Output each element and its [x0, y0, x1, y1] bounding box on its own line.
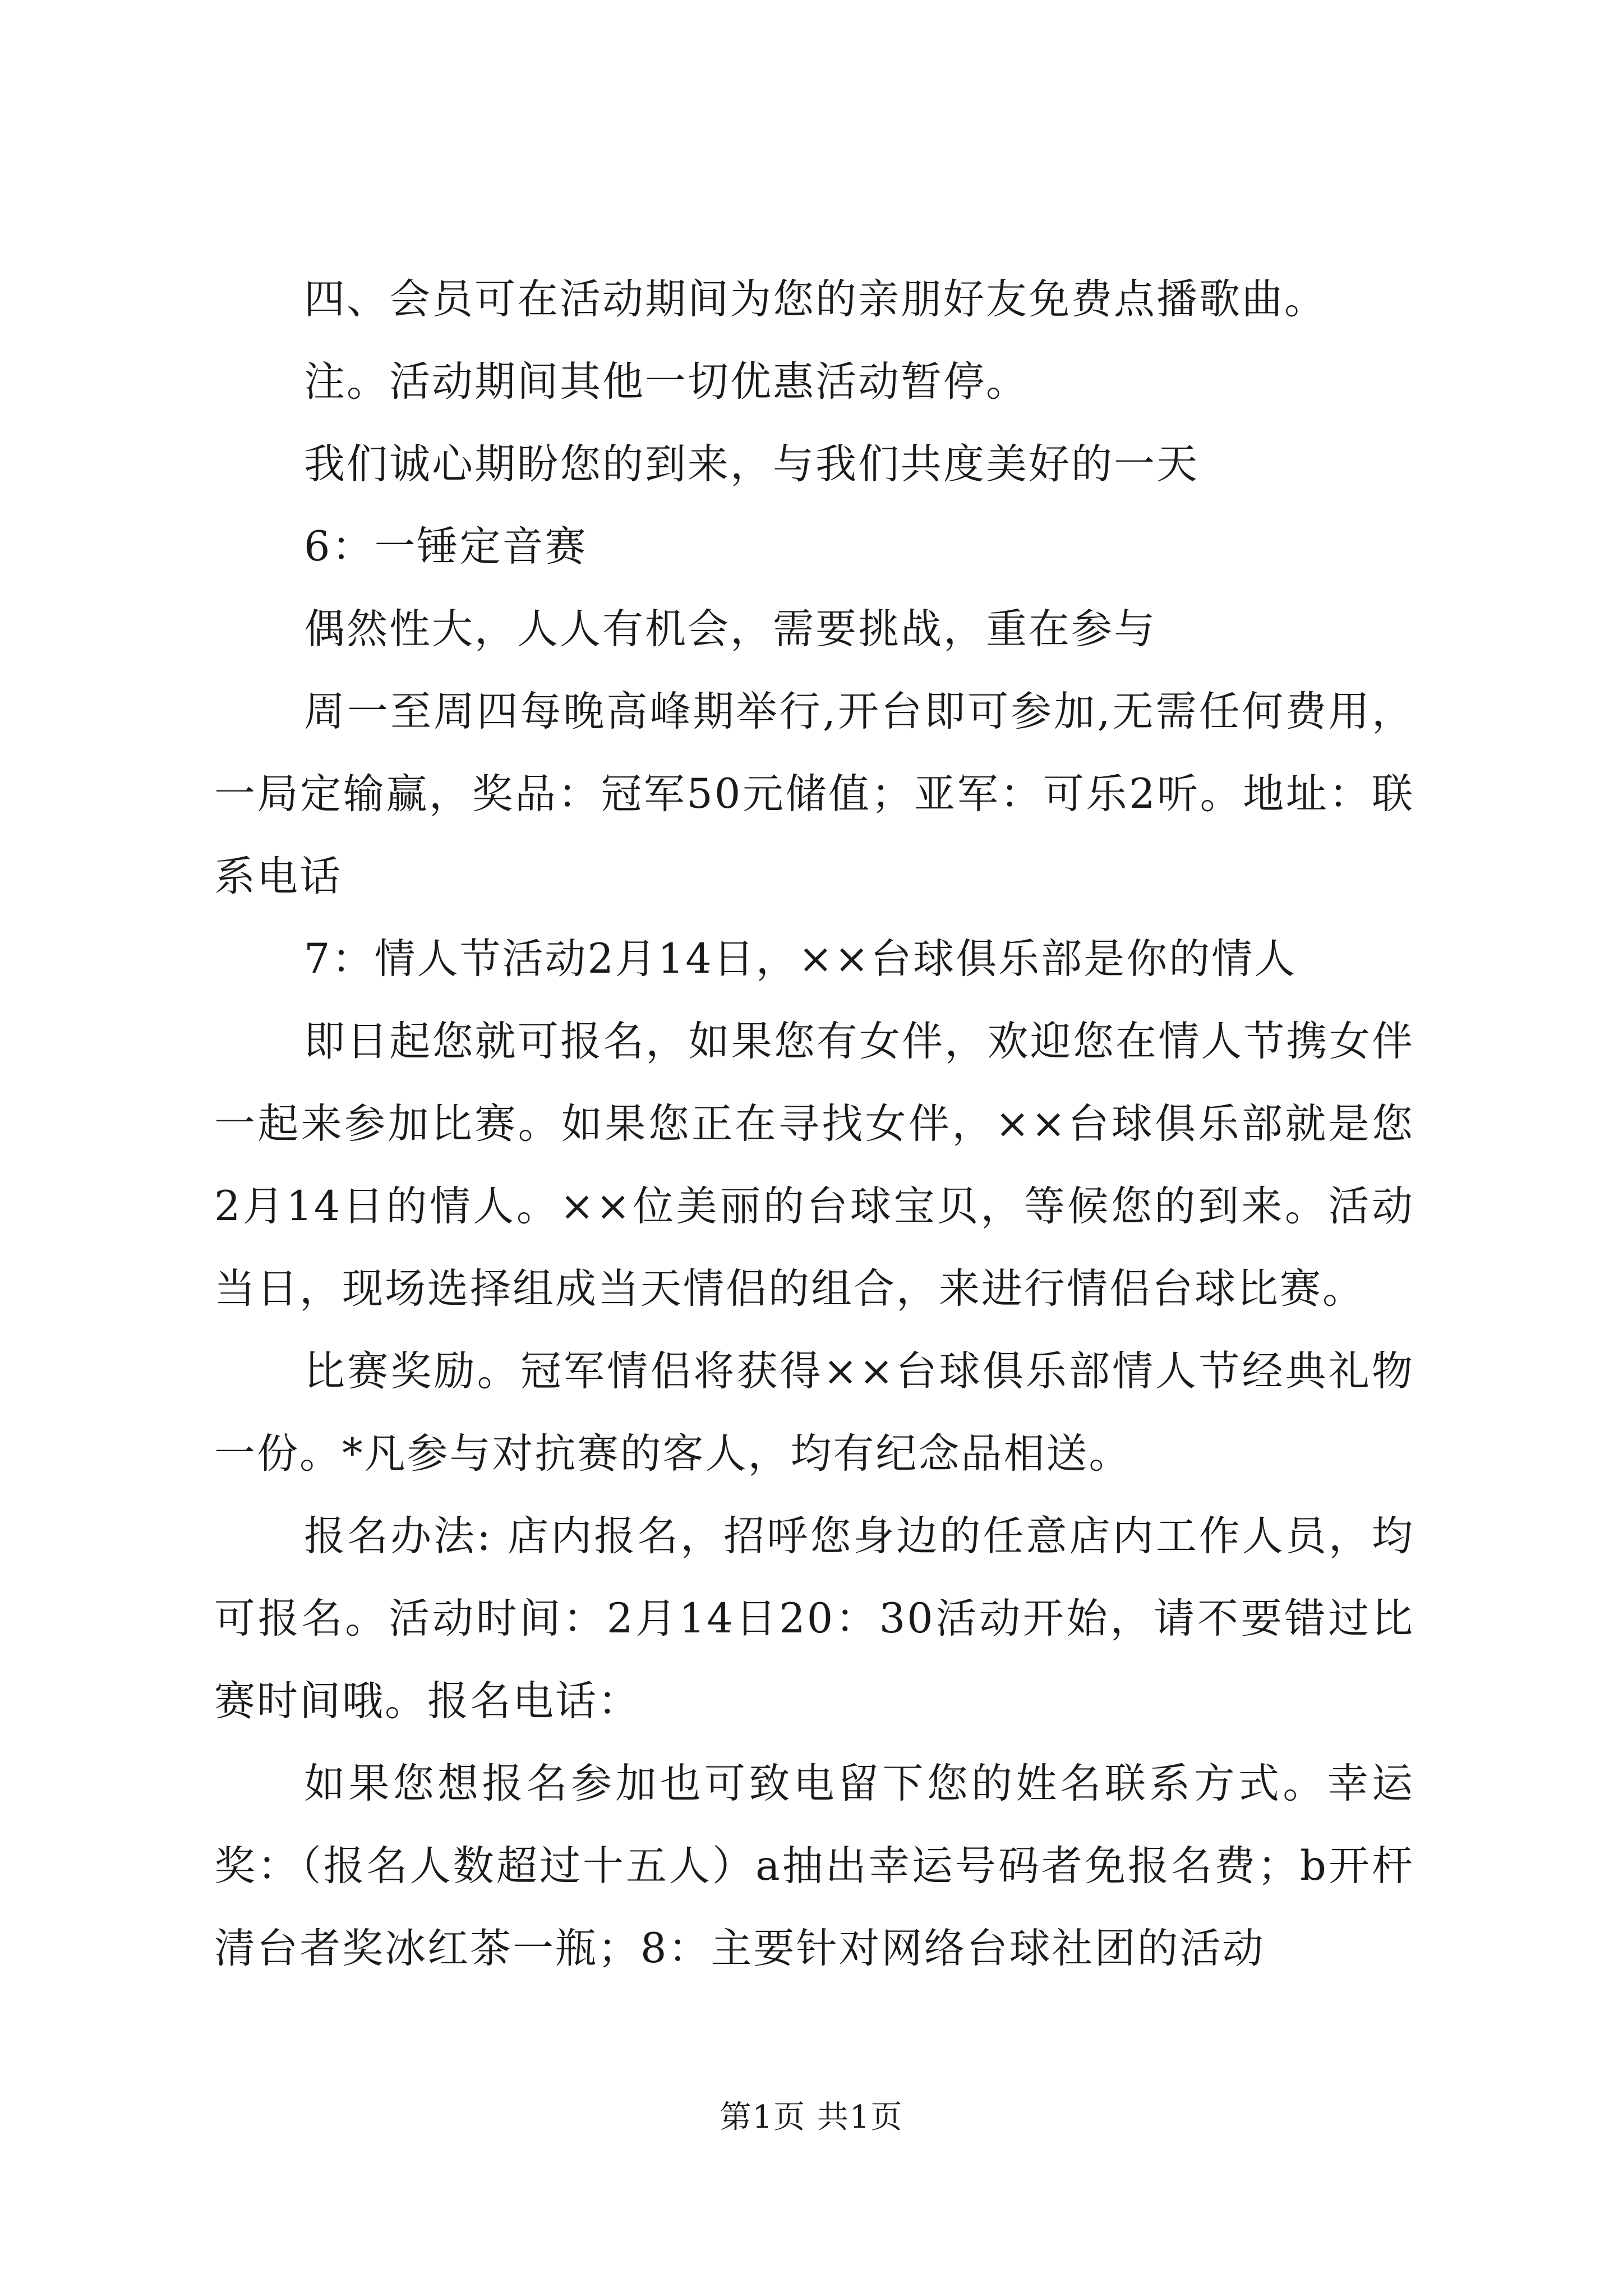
paragraph-event-6-details: 周一至周四每晚高峰期举行,开台即可参加,无需任何费用，一局定输赢，奖品：冠军50元储值；亚军：可乐2听。地址：联系电话: [214, 688, 1414, 900]
paragraph-note-suspend-offers: 注。活动期间其他一切优惠活动暂停。: [304, 358, 1029, 406]
page-footer: [0, 2095, 1623, 2140]
heading-event-6: 6：一锤定音赛: [304, 523, 588, 570]
paragraph-event-7-description: 即日起您就可报名，如果您有女伴，欢迎您在情人节携女伴一起来参加比赛。如果您正在寻找女伴，××台球俱乐部就是您2月14日的情人。××位美丽的台球宝贝，等候您的到来。活动当日，现场选择组成当天情侣的组合，来进行情侣台球比赛。: [214, 1018, 1414, 1313]
paragraph-event-6-intro: 偶然性大，人人有机会，需要挑战，重在参与: [304, 605, 1156, 653]
paragraph-lucky-prize: 如果您想报名参加也可致电留下您的姓名联系方式。幸运奖：（报名人数超过十五人）a抽出幸运号码者免报名费；b开杆清台者奖冰红茶一瓶；8：主要针对网络台球社团的活动: [214, 1760, 1414, 1972]
document-body: [214, 258, 1414, 1990]
paragraph-welcome: 我们诚心期盼您的到来，与我们共度美好的一天: [304, 440, 1199, 488]
paragraph-event-7-registration: 报名办法: 店内报名，招呼您身边的任意店内工作人员，均可报名。活动时间：2月14日20：30活动开始，请不要错过比赛时间哦。报名电话：: [214, 1512, 1414, 1725]
paragraph-member-song-request: 四、会员可在活动期间为您的亲朋好友免费点播歌曲。: [304, 275, 1327, 323]
page-number-indicator: 第1页 共1页: [720, 2099, 903, 2136]
heading-event-7: 7：情人节活动2月14日，××台球俱乐部是你的情人: [304, 935, 1297, 983]
paragraph-event-7-prizes: 比赛奖励。冠军情侣将获得××台球俱乐部情人节经典礼物一份。*凡参与对抗赛的客人，均有纪念品相送。: [214, 1347, 1414, 1478]
